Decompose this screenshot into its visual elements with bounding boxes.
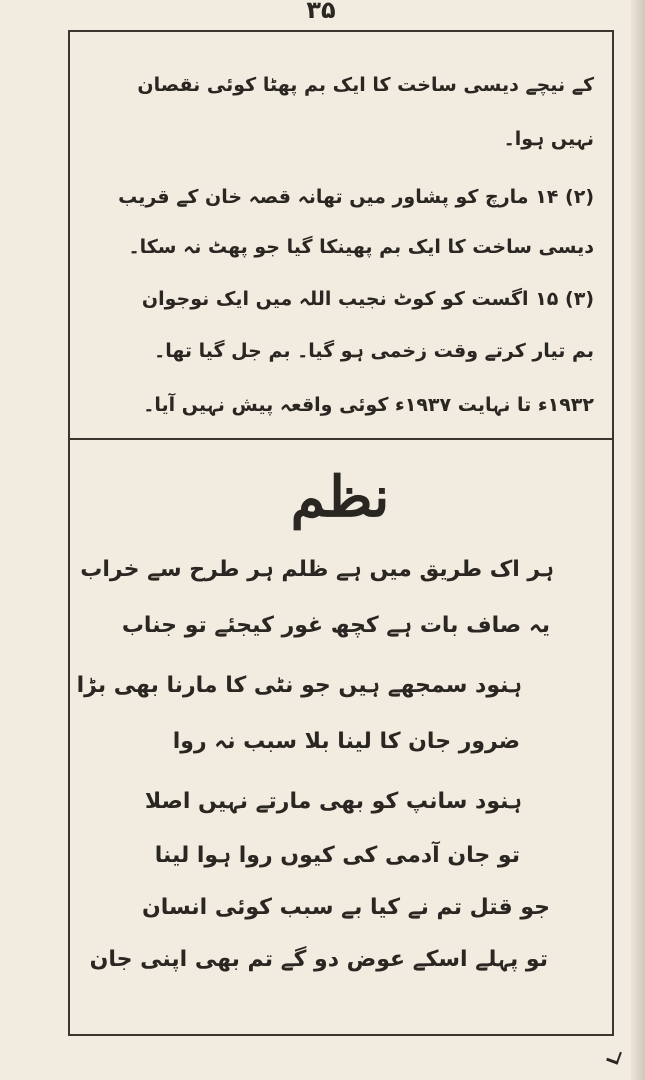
section-divider bbox=[70, 438, 612, 440]
page-frame bbox=[68, 30, 614, 1036]
corner-mark bbox=[606, 1048, 622, 1064]
verse-line-4: ضرور جان کا لینا بلا سبب نہ روا bbox=[172, 729, 520, 754]
verse-line-5: ہنود سانپ کو بھی مارتے نہیں اصلا bbox=[144, 789, 522, 814]
verse-line-3: ہنود سمجھے ہیں جو نٹی کا مارنا بھی بڑا bbox=[76, 673, 522, 698]
prose-line-4: دیسی ساخت کا ایک بم پھینکا گیا جو پھٹ نہ سکا۔ bbox=[128, 236, 594, 258]
verse-line-8: تو پہلے اسکے عوض دو گے تم بھی اپنی جان bbox=[89, 947, 548, 972]
poem-heading: نظم bbox=[290, 464, 390, 530]
prose-line-2: نہیں ہوا۔ bbox=[503, 128, 594, 150]
prose-line-6: بم تیار کرتے وقت زخمی ہو گیا۔ بم جل گیا تھا۔ bbox=[154, 340, 594, 362]
page-edge bbox=[631, 0, 645, 1080]
verse-line-1: ہر اک طریق میں ہے ظلم ہر طرح سے خراب bbox=[80, 557, 554, 582]
prose-line-3: (۲) ۱۴ مارچ کو پشاور میں تھانہ قصہ خان کے قریب bbox=[118, 186, 594, 208]
verse-line-7: جو قتل تم نے کیا بے سبب کوئی انسان bbox=[141, 895, 550, 920]
verse-line-6: تو جان آدمی کی کیوں روا ہوا لینا bbox=[154, 843, 520, 868]
prose-line-7: ۱۹۳۲ء تا نہایت ۱۹۳۷ء کوئی واقعہ پیش نہیں آیا۔ bbox=[143, 394, 594, 416]
verse-line-2: یہ صاف بات ہے کچھ غور کیجئے تو جناب bbox=[121, 613, 550, 638]
prose-line-5: (۳) ۱۵ اگست کو کوٹ نجیب اللہ میں ایک نوجوان bbox=[141, 288, 594, 310]
prose-line-1: کے نیچے دیسی ساخت کا ایک بم پھٹا کوئی نقصان bbox=[137, 74, 594, 96]
page-number: ۳۵ bbox=[306, 0, 336, 24]
